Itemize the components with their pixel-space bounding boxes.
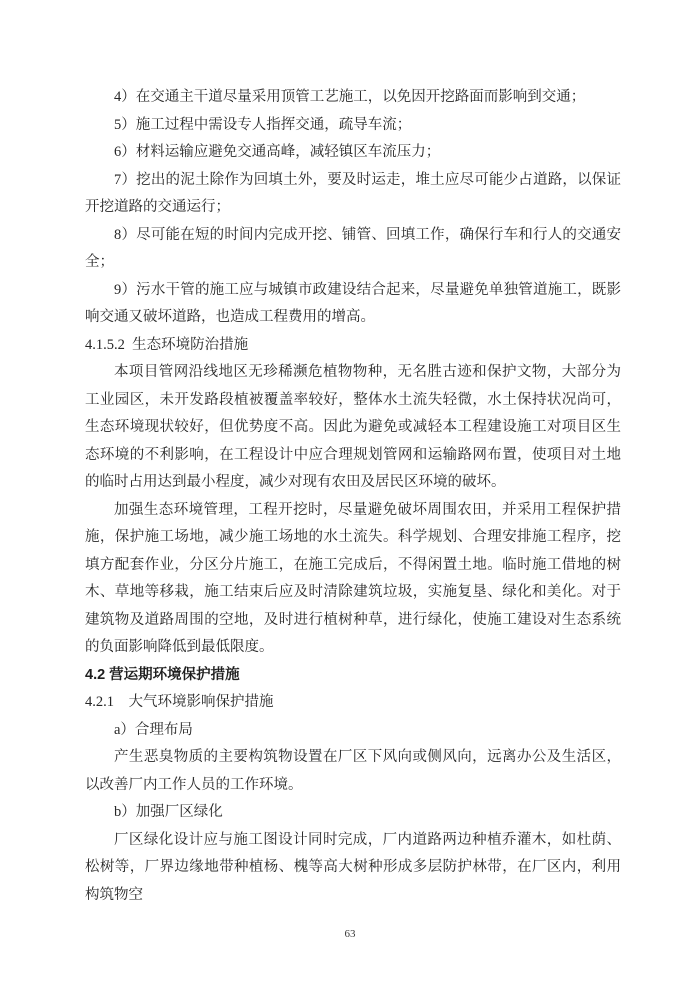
list-item-8: 8）尽可能在短的时间内完成开挖、铺管、回填工作，确保行车和行人的交通安全； [85, 226, 621, 270]
paragraph-eco-overview: 本项目管网沿线地区无珍稀濒危植物物种，无名胜古迹和保护文物，大部分为工业园区，未开发路段植被覆盖率较好，整体水土流失轻微，水土保持状况尚可，生态环境现状较好，但优势度不高。因此为避免或减轻本工程建设施工对项目区生态环境的不利影响，在工程设计中应合理规划管网和运输路网布置，使项目对土地的临时占用达到最小程度，减少对现有农田及居民区环境的破坏。 [85, 364, 621, 490]
document-body [85, 84, 621, 909]
paragraph-odor-layout: 产生恶臭物质的主要构筑物设置在厂区下风向或侧风向，远离办公及生活区，以改善厂内工作人员的工作环境。 [85, 749, 621, 793]
list-item-b: b）加强厂区绿化 [114, 804, 223, 820]
list-item-7: 7）挖出的泥土除作为回填土外，要及时运走，堆土应尽可能少占道路，以保证开挖道路的交通运行； [85, 171, 621, 215]
list-item-5: 5）施工过程中需设专人指挥交通，疏导车流； [114, 116, 412, 133]
heading-4-1-5-2: 4.1.5.2 生态环境防治措施 [85, 336, 249, 353]
heading-4-2: 4.2 营运期环境保护措施 [85, 666, 240, 683]
list-item-9: 9）污水干管的施工应与城镇市政建设结合起来，尽量避免单独管道施工，既影响交通又破坏道路，也造成工程费用的增高。 [85, 281, 621, 325]
heading-4-2-1: 4.2.1 大气环境影响保护措施 [85, 694, 274, 710]
list-item-6: 6）材料运输应避免交通高峰，减轻镇区车流压力； [114, 144, 441, 160]
paragraph-eco-management: 加强生态环境管理，工程开挖时，尽量避免破坏周围农田，并采用工程保护措施，保护施工场地，减少施工场地的水土流失。科学规划、合理安排施工程序，挖填方配套作业，分区分片施工，在施工完成后，不得闲置土地。临时施工借地的树木、草地等移栽，施工结束后应及时清除建筑垃圾，实施复垦、绿化和美化。对于建筑物及道路周围的空地，及时进行植树种草，进行绿化，使施工建设对生态系统的负面影响降低到最低限度。 [85, 501, 621, 655]
list-item-a: a）合理布局 [114, 721, 193, 738]
paragraph-greening: 厂区绿化设计应与施工图设计同时完成，厂内道路两边种植乔灌木，如杜荫、松树等，厂界边缘地带种植杨、槐等高大树种形成多层防护林带，在厂区内，利用构筑物空 [85, 831, 621, 903]
page-number: 63 [344, 928, 356, 940]
list-item-4: 4）在交通主干道尽量采用顶管工艺施工，以免因开挖路面而影响到交通； [114, 89, 586, 105]
